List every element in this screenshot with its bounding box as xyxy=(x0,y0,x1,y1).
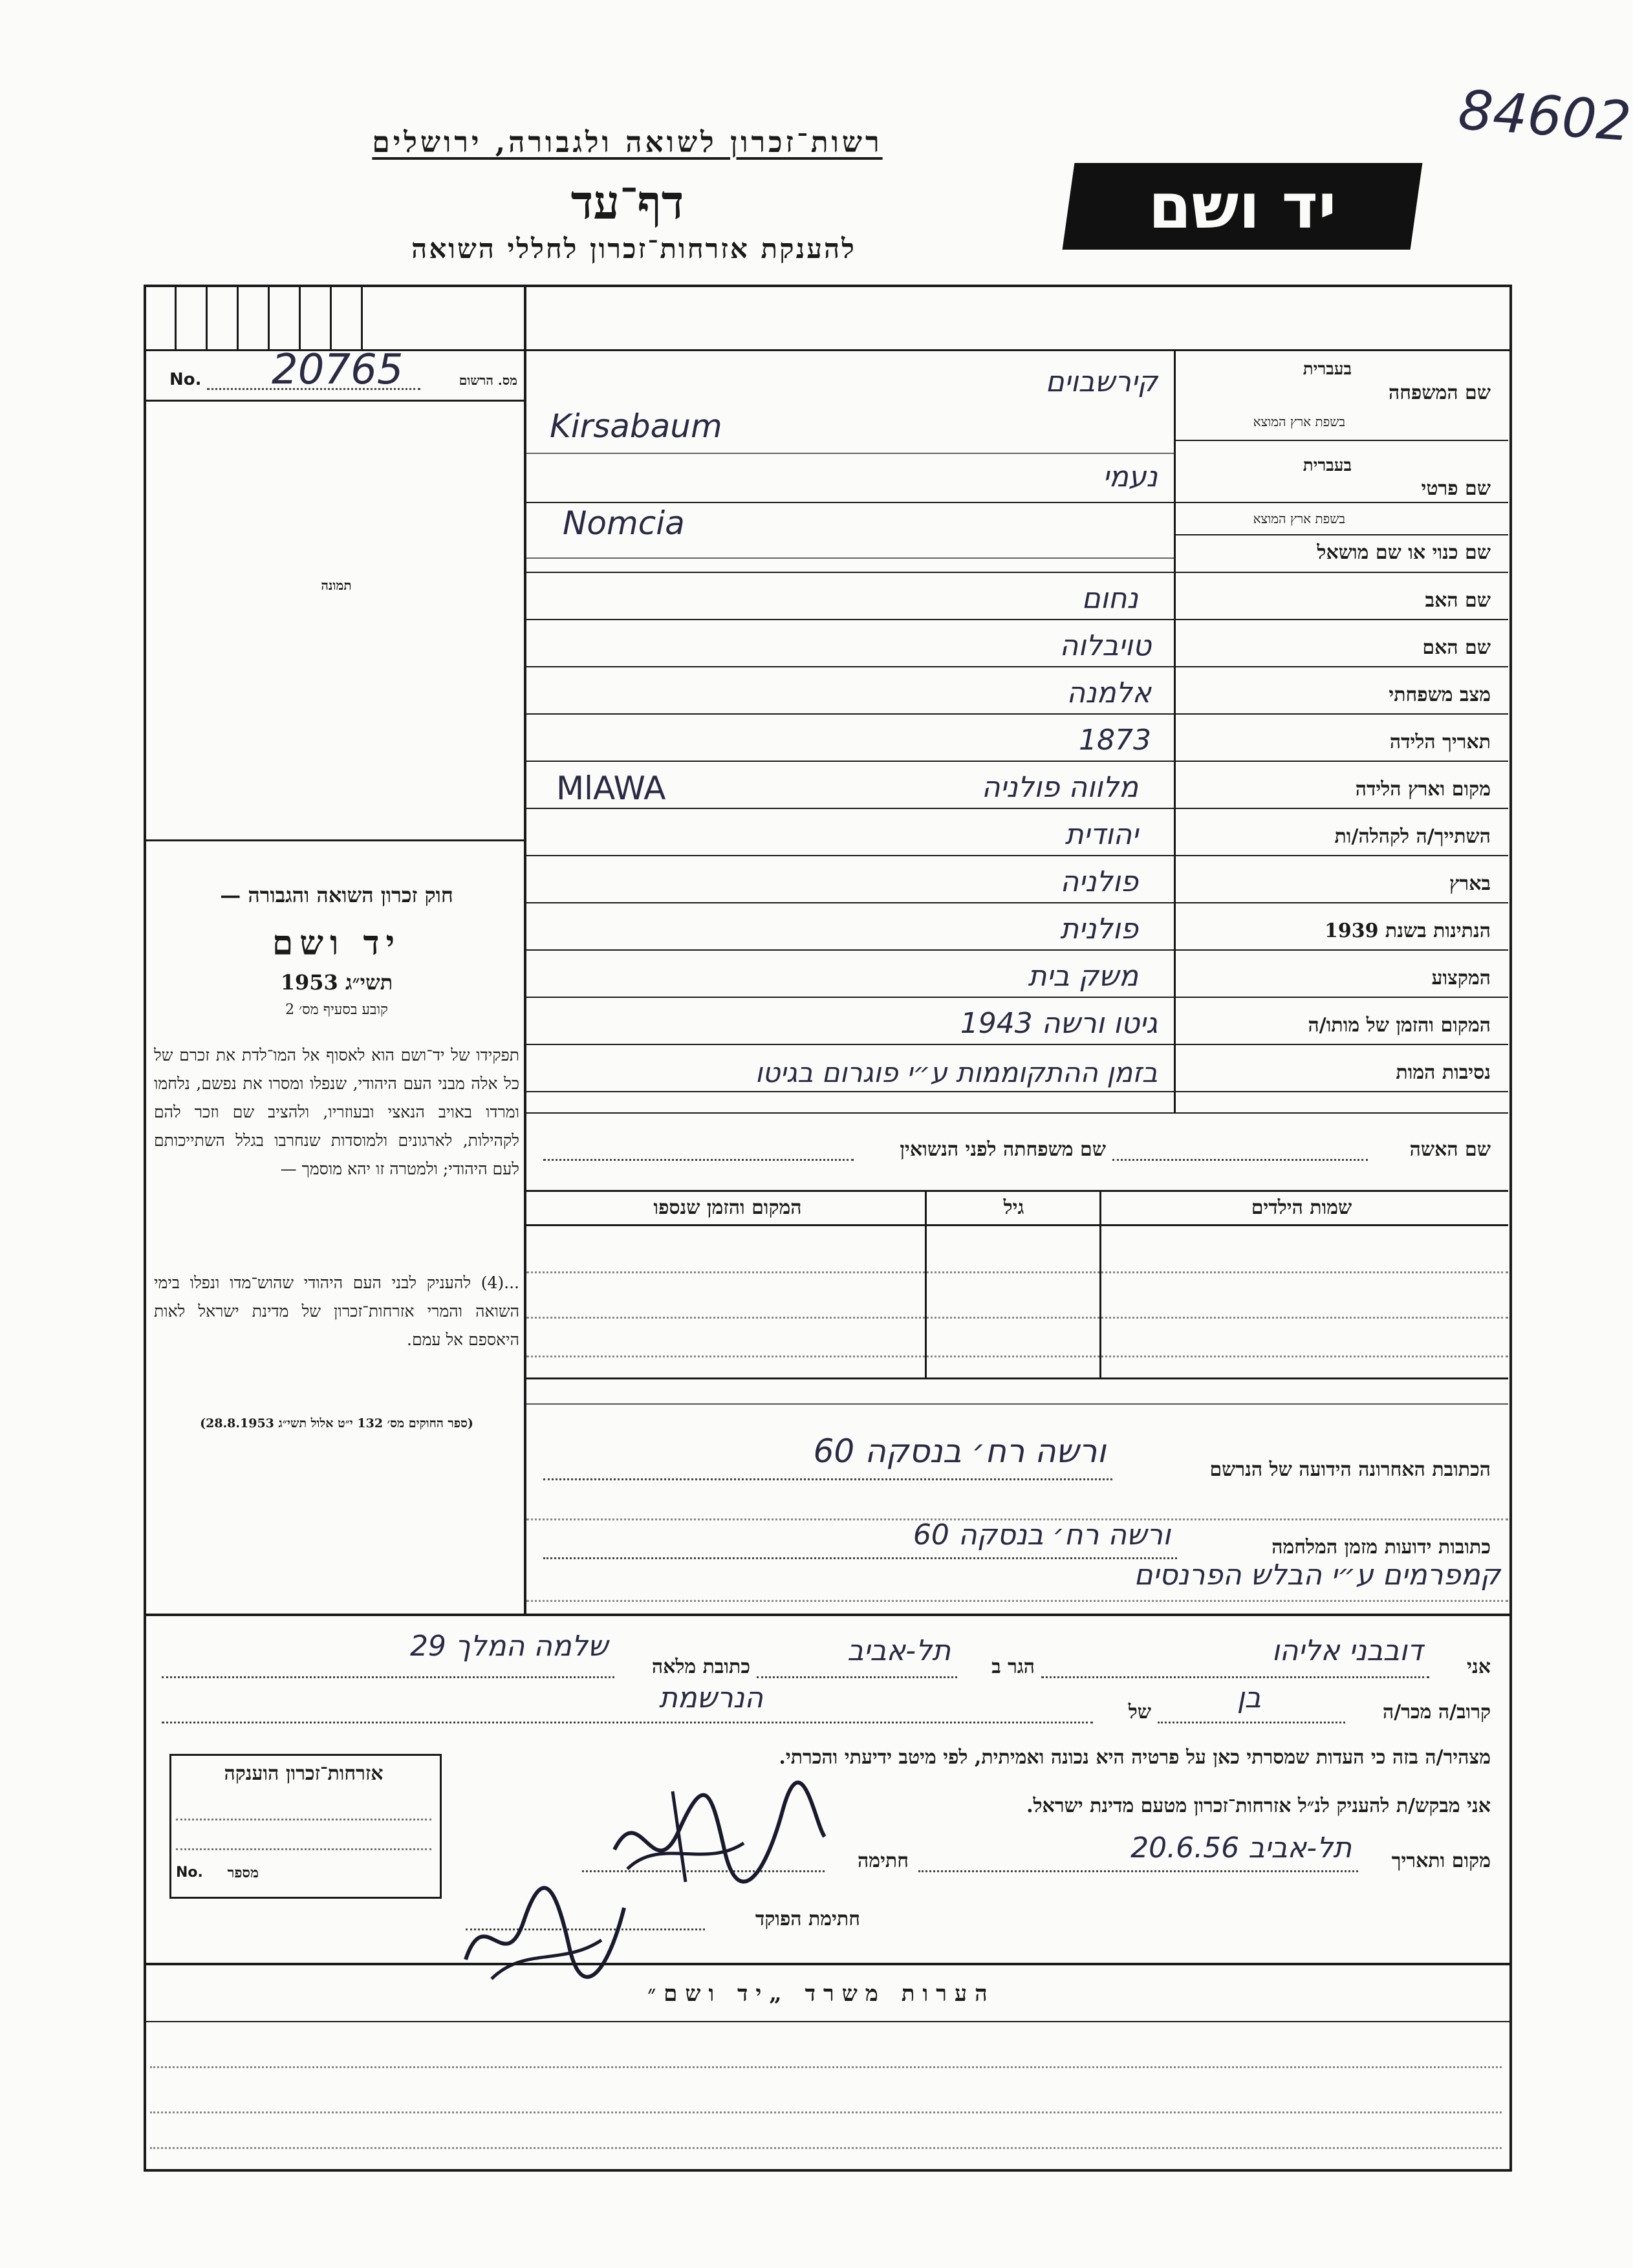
page-subtitle: להענקת אזרחות־זכרון לחללי השואה xyxy=(411,233,856,265)
declarant-city: תל-אביב xyxy=(847,1634,951,1667)
citizenship-1939-value: פולנית xyxy=(1060,913,1138,945)
photo-label: תמונה xyxy=(321,578,352,593)
last-address-label: הכתובת האחרונה הידועה של הנרשם xyxy=(1209,1458,1491,1481)
declaration-text: מצהיר/ה בזה כי העדות שמסרתי כאן על פרטיה היא נכונה ואמיתית, לפי מיטב ידיעתי והכרתי. xyxy=(779,1746,1491,1769)
first-name-hebrew-label: בעברית xyxy=(1303,456,1352,475)
declarant-signature xyxy=(601,1772,834,1901)
country-value: פולניה xyxy=(1060,865,1138,898)
declarant-lives-in-label: הגר ב xyxy=(991,1656,1035,1678)
of-value: הנרשמת xyxy=(658,1681,763,1714)
profession-value: משק בית xyxy=(1028,960,1138,993)
family-name-label: שם המשפחה xyxy=(1388,382,1491,404)
children-names-header: שמות הילדים xyxy=(1251,1196,1352,1219)
relation-value: בן xyxy=(1237,1681,1261,1714)
birth-date-value: 1873 xyxy=(1079,724,1151,757)
law-paragraph-2: ...(4) להעניק לבני העם היהודי שהוש־מדו ונפלו בימי השואה והמרי אזרחות־זכרון של מדינת ישראל לאות היאספם אל עמם. xyxy=(154,1273,519,1349)
death-place-time-value: גיטו ורשה 1943 xyxy=(960,1007,1158,1040)
last-address-value: ורשה רח׳ בנסקה 60 xyxy=(813,1432,1106,1470)
signature-label: חתימה xyxy=(858,1850,909,1872)
relative-label: קרוב/ה מכר/ה xyxy=(1383,1701,1491,1723)
nickname-label: שם כנוי או שם מושאל xyxy=(1317,541,1491,564)
mother-label: שם האם xyxy=(1422,636,1491,659)
law-name: יד ושם xyxy=(272,923,402,963)
death-circumstances-value: בזמן ההתקוממות ע״י פוגרום בגיטו xyxy=(755,1057,1158,1088)
birth-place-value: מלווה פולניה xyxy=(981,771,1138,804)
registration-label: מס. הרשום xyxy=(459,373,517,388)
birth-date-label: תאריך הלידה xyxy=(1389,731,1491,753)
wife-label: שם האשה xyxy=(1409,1138,1491,1161)
law-section: קובע בסעיף מס׳ 2 xyxy=(285,1002,388,1018)
declarant-i-label: אני xyxy=(1467,1656,1491,1678)
law-title: חוק זכרון השואה והגבורה — xyxy=(220,883,453,907)
father-value: נחום xyxy=(1081,582,1138,615)
law-paragraph-1: תפקידו של יד־ושם הוא לאסוף אל המו־לדת את זכרם של כל אלה מבני העם היהודי, שנפלו ומסרו את נפשם, נלחמו ומרדו באויב הנאצי ובעוזריו, ולהציב שם וזכר להם לקהילות, לארגונים ולמוסדות שנחרבו בגלל השתייכותם לעם היהודי; ולמטרה זו יהא מוסמך — xyxy=(154,1046,519,1178)
declarant-address: שלמה המלך 29 xyxy=(409,1630,608,1663)
wartime-address-value-1: ורשה רח׳ בנסקה 60 xyxy=(913,1518,1171,1551)
family-name-hebrew-value: קירשבוים xyxy=(1045,365,1158,398)
family-name-origin-value: Kirsabaum xyxy=(550,407,722,445)
granted-box-no-label: No. xyxy=(176,1864,203,1881)
profession-label: המקצוע xyxy=(1431,967,1491,989)
birth-place-label: מקום וארץ הלידה xyxy=(1355,778,1491,801)
mother-value: טויבלוה xyxy=(1059,629,1151,662)
law-citation: (ספר החוקים מס׳ 132 י״ט אלול תשי״ג 28.8.1953) xyxy=(200,1416,473,1431)
marital-status-label: מצב משפחתי xyxy=(1389,684,1491,706)
country-label: בארץ xyxy=(1449,872,1491,895)
granted-box-title: אזרחות־זכרון הוענקה xyxy=(224,1762,384,1785)
registration-number: 20765 xyxy=(272,346,404,394)
citizenship-1939-label: הנתינות בשנת 1939 xyxy=(1324,920,1491,942)
death-place-time-label: המקום והזמן של מותו/ה xyxy=(1308,1014,1491,1037)
request-text: אני מבקש/ת להעניק לנ״ל אזרחות־זכרון מטעם מדינת ישראל. xyxy=(1026,1795,1491,1817)
birth-place-latin-value: MlAWA xyxy=(556,770,666,807)
declarant-full-address-label: כתובת מלאה xyxy=(651,1656,750,1678)
officer-signature xyxy=(453,1875,634,1992)
page-title: דף־עד xyxy=(570,175,684,230)
family-name-hebrew-label: בעברית xyxy=(1303,360,1352,379)
document-number: 84602 xyxy=(1456,78,1633,154)
community-label: השתייך/ה לקהלה/ות xyxy=(1334,825,1491,848)
logo-text: יד ושם xyxy=(1148,170,1337,243)
father-label: שם האב xyxy=(1425,589,1491,612)
wartime-address-value-2: קמפרמים ע״י הבלש הפרנסים xyxy=(1134,1559,1500,1592)
granted-box-number-label: מספר xyxy=(227,1864,259,1881)
place-date-label: מקום ותאריך xyxy=(1391,1850,1491,1872)
children-place-time-header: המקום והזמן שנספו xyxy=(653,1196,802,1219)
declarant-name: דובבני אליהו xyxy=(1271,1634,1423,1667)
family-name-origin-label: בשפת ארץ המוצא xyxy=(1253,414,1345,429)
death-circumstances-label: נסיבות המות xyxy=(1396,1061,1491,1084)
officer-signature-label: חתימת הפוקד xyxy=(755,1908,860,1930)
first-name-hebrew-value: נעמי xyxy=(1103,460,1158,493)
law-year: תשי״ג 1953 xyxy=(280,970,393,995)
of-label: של xyxy=(1128,1701,1151,1723)
yad-vashem-logo xyxy=(1063,163,1423,250)
first-name-origin-value: Nomcia xyxy=(563,504,685,542)
registration-no-label: No. xyxy=(169,370,202,389)
first-name-label: שם פרטי xyxy=(1421,477,1491,500)
marital-status-value: אלמנה xyxy=(1066,676,1151,709)
wartime-address-label: כתובות ידועות מזמן המלחמה xyxy=(1271,1536,1491,1559)
community-value: יהודית xyxy=(1065,818,1138,851)
first-name-origin-label: בשפת ארץ המוצא xyxy=(1253,511,1345,526)
place-date-value: תל-אביב 20.6.56 xyxy=(1130,1831,1352,1864)
authority-line: רשות־זכרון לשואה ולגבורה, ירושלים xyxy=(372,126,883,159)
children-age-header: גיל xyxy=(1003,1196,1024,1219)
wife-maiden-label: שם משפחתה לפני הנשואין xyxy=(900,1138,1106,1161)
office-notes-title: הערות משרד „יד ושם״ xyxy=(647,1981,995,2007)
